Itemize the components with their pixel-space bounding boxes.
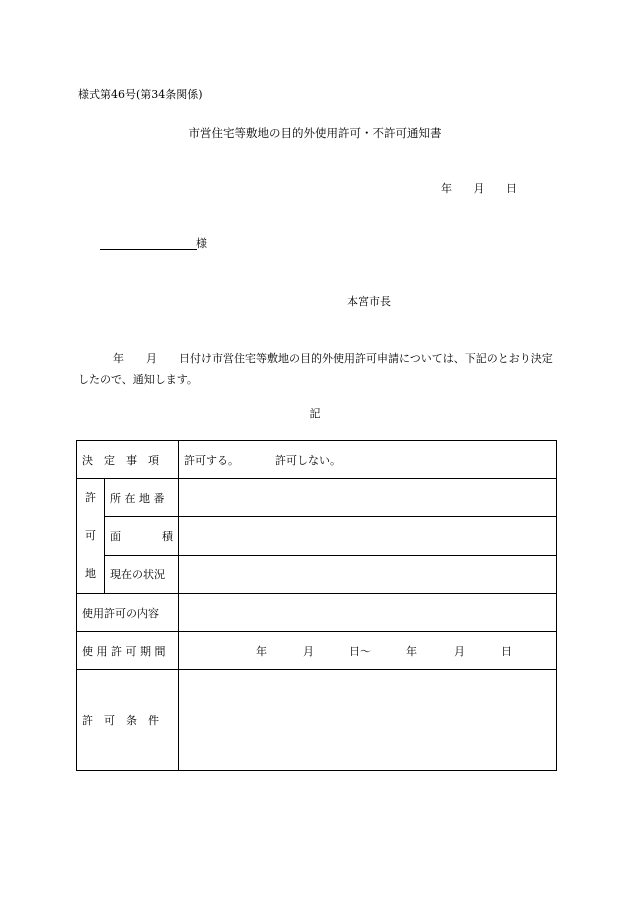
date-year: 年 [441, 182, 452, 195]
addressee-blank-line [100, 249, 197, 250]
issue-date [441, 180, 517, 196]
row-period [77, 632, 557, 670]
decision-label: 決 定 事 項 [77, 441, 179, 479]
period-start-year: 年 [256, 644, 267, 658]
decision-table [76, 440, 557, 771]
location-value[interactable] [179, 479, 557, 517]
period-start-month: 月 [303, 644, 314, 658]
area-value[interactable] [179, 517, 557, 555]
content-value[interactable] [179, 594, 557, 632]
decision-value [179, 441, 557, 479]
row-conditions [77, 670, 557, 771]
row-area [77, 517, 557, 555]
status-value[interactable] [179, 555, 557, 593]
period-end-year: 年 [406, 644, 417, 658]
status-label: 現在の状況 [105, 555, 179, 593]
date-day: 日 [506, 182, 517, 195]
decision-allow: 許可する。 [184, 453, 239, 467]
period-end-day: 日 [501, 644, 512, 658]
date-month: 月 [473, 182, 485, 195]
content-label: 使用許可の内容 [77, 594, 179, 632]
row-location [77, 479, 557, 517]
body-text: 年 月 日付け市営住宅等敷地の目的外使用許可申請については、下記のとおり決定したので、通知します。 [78, 352, 553, 386]
period-start-day: 日～ [349, 644, 371, 658]
conditions-value[interactable] [179, 670, 557, 771]
decision-deny: 許可しない。 [275, 453, 341, 467]
area-label: 面 積 [105, 517, 179, 555]
row-decision [77, 441, 557, 479]
location-label: 所 在 地 番 [105, 479, 179, 517]
notice-mark: 記 [309, 407, 321, 420]
row-content [77, 594, 557, 632]
row-status [77, 555, 557, 593]
sender-name: 本宮市長 [347, 295, 391, 308]
site-group-label: 許 可 地 [77, 479, 105, 594]
document-title: 市営住宅等敷地の目的外使用許可・不許可通知書 [188, 126, 442, 140]
period-label: 使 用 許 可 期 間 [77, 632, 179, 670]
period-value [179, 632, 557, 670]
conditions-label: 許 可 条 件 [77, 670, 179, 771]
period-end-month: 月 [454, 644, 465, 658]
addressee-suffix: 様 [196, 237, 207, 250]
form-number: 様式第46号(第34条関係) [78, 88, 203, 101]
